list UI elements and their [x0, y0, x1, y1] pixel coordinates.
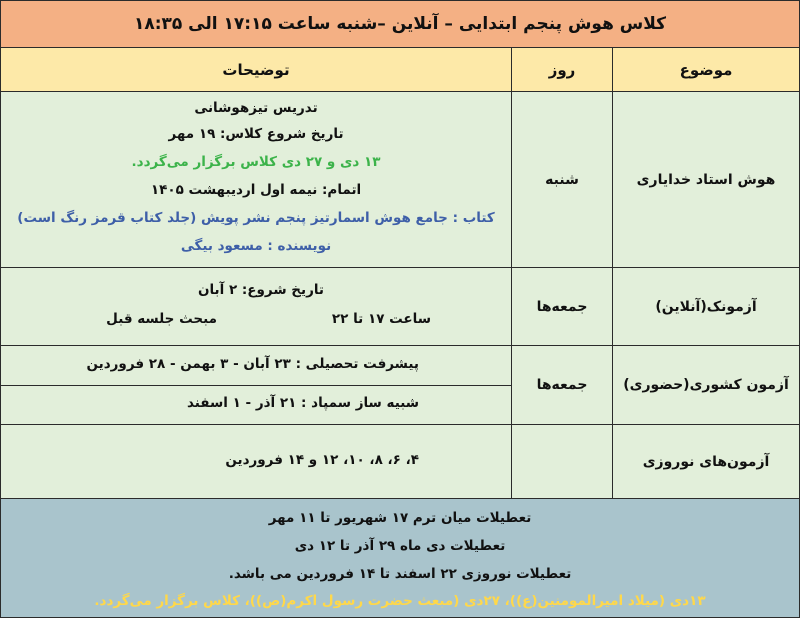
header-description: توضیحات: [0, 47, 512, 92]
row2-topic: مبحث جلسه قبل: [106, 311, 217, 327]
row1-line-author: نویسنده : مسعود بیگی: [180, 238, 332, 254]
row1-line-book: کتاب : جامع هوش اسمارتیز پنجم نشر پویش (جلد کتاب قرمز رنگ است): [17, 210, 495, 226]
row3-day: جمعه‌ها: [511, 345, 613, 425]
row1-line-teaching: تدریس تیزهوشانی: [194, 100, 318, 116]
row2-day: جمعه‌ها: [511, 267, 613, 346]
page-title: کلاس هوش پنجم ابتدایی – آنلاین –شنبه ساعت ۱۷:۱۵ الی ۱۸:۳۵: [0, 0, 800, 48]
row3-line-progress: پیشرفت تحصیلی : ۲۳ آبان - ۳ بهمن - ۲۸ فروردین: [86, 356, 419, 372]
row2-start-date: تاریخ شروع: ۲ آبان: [197, 282, 324, 298]
row4-day: [511, 424, 613, 499]
row1-description: [0, 91, 512, 268]
footer-line-midterm: تعطیلات میان ترم ۱۷ شهریور تا ۱۱ مهر: [268, 510, 532, 526]
footer-line-nowruz: تعطیلات نوروزی ۲۲ اسفند تا ۱۴ فروردین می باشد.: [228, 566, 572, 582]
row4-description: [0, 424, 512, 499]
row1-day: شنبه: [511, 91, 613, 268]
row1-line-special-sessions: ۱۳ دی و ۲۷ دی کلاس برگزار می‌گردد.: [131, 154, 381, 170]
row2-description: [0, 267, 512, 346]
holidays-footer: [0, 498, 800, 618]
row2-subject: آزمونک(آنلاین): [612, 267, 800, 346]
footer-line-dey: تعطیلات دی ماه ۲۹ آذر تا ۱۲ دی: [294, 538, 506, 554]
row3-sampad-exam: [0, 385, 512, 425]
row3-progress-exam: [0, 345, 512, 386]
row4-subject: آزمون‌های نوروزی: [612, 424, 800, 499]
row4-line-dates: ۴، ۶، ۸، ۱۰، ۱۲ و ۱۴ فروردین: [225, 452, 419, 468]
row3-line-sampad: شبیه ساز سمپاد : ۲۱ آذر - ۱ اسفند: [186, 395, 419, 411]
header-subject: موضوع: [612, 47, 800, 92]
footer-line-special-days: ۱۳دی (میلاد امیرالمومنین(ع))، ۲۷دی (مبعث حضرت رسول اکرم(ص))، کلاس برگزار می‌گردد.: [94, 593, 706, 609]
row2-time: ساعت ۱۷ تا ۲۲: [331, 311, 431, 327]
row1-subject: هوش استاد خدایاری: [612, 91, 800, 268]
row3-subject: آزمون کشوری(حضوری): [612, 345, 800, 425]
row1-line-start-date: تاریخ شروع کلاس: ۱۹ مهر: [168, 126, 344, 142]
header-day: روز: [511, 47, 613, 92]
row1-line-end-date: اتمام: نیمه اول اردیبهشت ۱۴۰۵: [150, 182, 362, 198]
